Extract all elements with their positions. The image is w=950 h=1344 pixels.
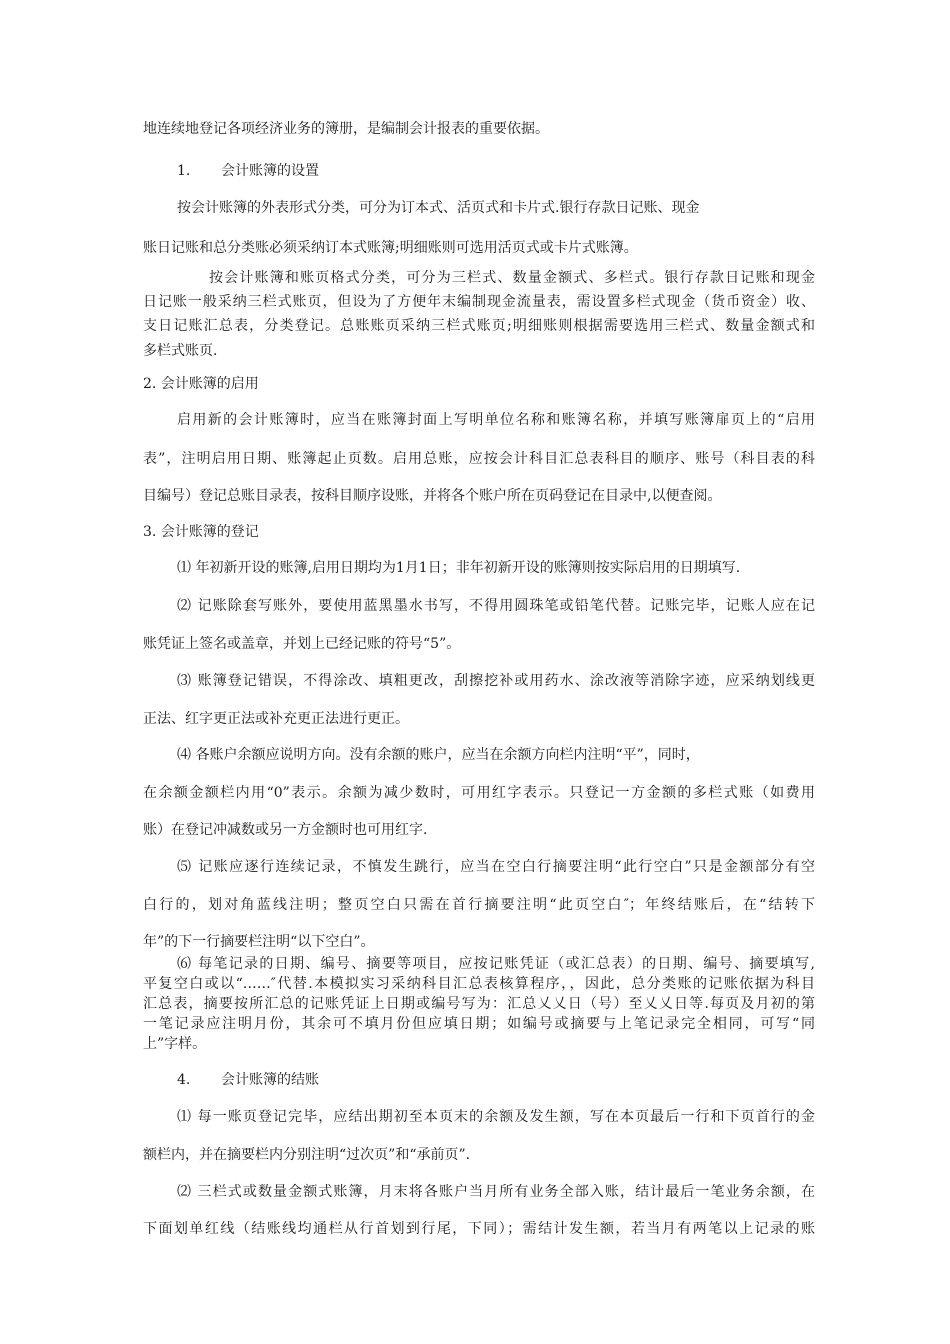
paragraph-line: 支日记账汇总表，分类登记。总账账页采纳三栏式账页;明细账则根据需要选用三栏式、数量金额式和 — [143, 318, 815, 334]
list-item: 一笔记录应注明月份，其余可不填月份但应填日期；如编号或摘要与上笔记录完全相同，可写“同 — [143, 1016, 815, 1032]
section-heading: 3. 会计账簿的登记 — [143, 524, 259, 540]
paragraph-line: 表”，注明启用日期、账簿起止页数。启用总账，应按会计科目汇总表科目的顺序、账号（科目表的科 — [143, 451, 815, 467]
section-number: 1. — [177, 163, 191, 179]
list-item: ⑴ 年初新开设的账簿,启用日期均为1月1日；非年初新开设的账簿则按实际启用的日期填写. — [177, 560, 741, 576]
paragraph-line: 启用新的会计账簿时，应当在账簿封面上写明单位名称和账簿名称，并填写账簿扉页上的“启用 — [177, 412, 815, 428]
paragraph-line: 按会计账簿和账页格式分类，可分为三栏式、数量金额式、多栏式。银行存款日记账和现金 — [209, 270, 815, 286]
list-item: 平复空白或以“……″代替.本模拟实习采纳科目汇总表核算程序，，因此，总分类账的记账依据为科目 — [143, 976, 815, 992]
list-item: 上”字样。 — [143, 1036, 207, 1052]
list-item: 正法、红字更正法或补充更正法进行更正。 — [143, 711, 409, 727]
paragraph-line: 目编号）登记总账目录表，按科目顺序设账，并将各个账户所在页码登记在目录中,以便查阅。 — [143, 488, 722, 504]
list-item: ⑷ 各账户余额应说明方向。没有余额的账户，应当在余额方向栏内注明“平”，同时， — [177, 747, 700, 763]
list-item: 汇总表，摘要按所汇总的记账凭证上日期或编号写为：汇总乂乂日（号）至乂乂日等.每页及月初的第 — [143, 996, 815, 1012]
list-item: ⑸ 记账应逐行连续记录，不慎发生跳行，应当在空白行摘要注明“此行空白”只是金额部分有空 — [177, 859, 815, 875]
list-item: 下面划单红线（结账线均通栏从行首划到行尾，下同）；需结计发生额，若当月有两笔以上记录的账 — [143, 1221, 815, 1237]
list-item: ⑶ 账簿登记错误，不得涂改、填粗更改，刮擦挖补或用药水、涂改液等消除字迹，应采纳划线更 — [177, 673, 815, 689]
section-heading: 会计账簿的设置 — [221, 163, 319, 179]
paragraph-line: 按会计账簿的外表形式分类，可分为订本式、活页式和卡片式.银行存款日记账、现金 — [177, 200, 700, 216]
list-item: ⑵ 记账除套写账外，要使用蓝黑墨水书写，不得用圆珠笔或铅笔代替。记账完毕，记账人应在记 — [177, 598, 815, 614]
section-heading: 会计账簿的结账 — [221, 1072, 319, 1088]
list-item: 在余额金额栏内用“0”表示。余额为减少数时，可用红字表示。只登记一方金额的多栏式账（如费用 — [143, 785, 815, 801]
list-item: 年”的下一行摘要栏注明“以下空白”。 — [143, 934, 375, 950]
list-item: ⑵ 三栏式或数量金额式账簿，月末将各账户当月所有业务全部入账，结计最后一笔业务余额，在 — [177, 1184, 815, 1200]
list-item: ⑹ 每笔记录的日期、编号、摘要等项目，应按记账凭证（或汇总表）的日期、编号、摘要填写, — [177, 956, 815, 972]
text-line: 地连续地登记各项经济业务的簿册，是编制会计报表的重要依据。 — [143, 121, 549, 137]
paragraph-line: 日记账一般采纳三栏式账页，但设为了方便年末编制现金流量表，需设置多栏式现金（货币资金）收、 — [143, 294, 815, 310]
list-item: 账凭证上签名或盖章，并划上已经记账的符号“5”。 — [143, 636, 461, 652]
list-item: 账）在登记冲减数或另一方金额时也可用红字. — [143, 822, 428, 838]
section-number: 4. — [177, 1072, 191, 1088]
list-item: ⑴ 每一账页登记完毕，应结出期初至本页末的余额及发生额，写在本页最后一行和下页首行的金 — [177, 1109, 815, 1125]
section-heading: 2. 会计账簿的启用 — [143, 376, 259, 392]
list-item: 额栏内，并在摘要栏内分别注明“过次页”和“承前页”. — [143, 1147, 471, 1163]
list-item: 白行的，划对角蓝线注明；整页空白只需在首行摘要注明“此页空白″；年终结账后，在“结转下 — [143, 897, 815, 913]
paragraph-line: 多栏式账页. — [143, 343, 218, 359]
paragraph-line: 账日记账和总分类账必须采纳订本式账簿;明细账则可选用活页式或卡片式账簿。 — [143, 240, 638, 256]
